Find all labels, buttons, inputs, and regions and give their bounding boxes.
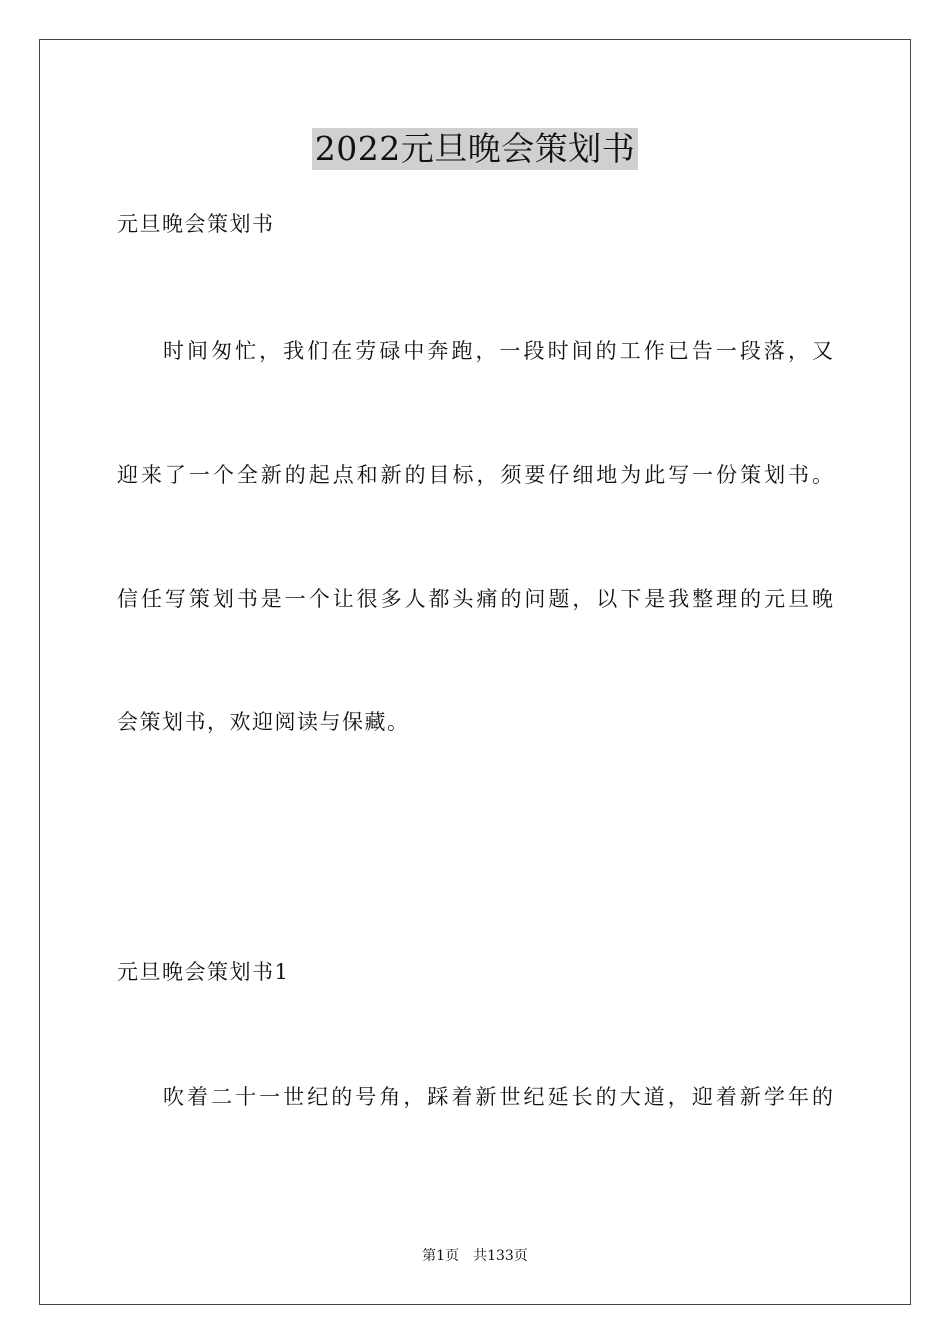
page-number-footer: 第1页 共133页 — [422, 1248, 528, 1264]
paragraph-line: 信任写策划书是一个让很多人都头痛的问题，以下是我整理的元旦晚 — [117, 587, 833, 611]
document-title-text: 2022元旦晚会策划书 — [312, 128, 638, 170]
subsection-heading: 元旦晚会策划书1 — [117, 960, 290, 984]
paragraph-line: 迎来了一个全新的起点和新的目标，须要仔细地为此写一份策划书。 — [117, 463, 833, 487]
paragraph-line: 时间匆忙，我们在劳碌中奔跑，一段时间的工作已告一段落，又 — [163, 339, 833, 363]
section-heading: 元旦晚会策划书 — [117, 212, 275, 236]
paragraph-line: 吹着二十一世纪的号角，踩着新世纪延长的大道，迎着新学年的 — [163, 1085, 833, 1109]
paragraph-line: 会策划书，欢迎阅读与保藏。 — [117, 710, 410, 734]
document-title — [0, 128, 950, 176]
